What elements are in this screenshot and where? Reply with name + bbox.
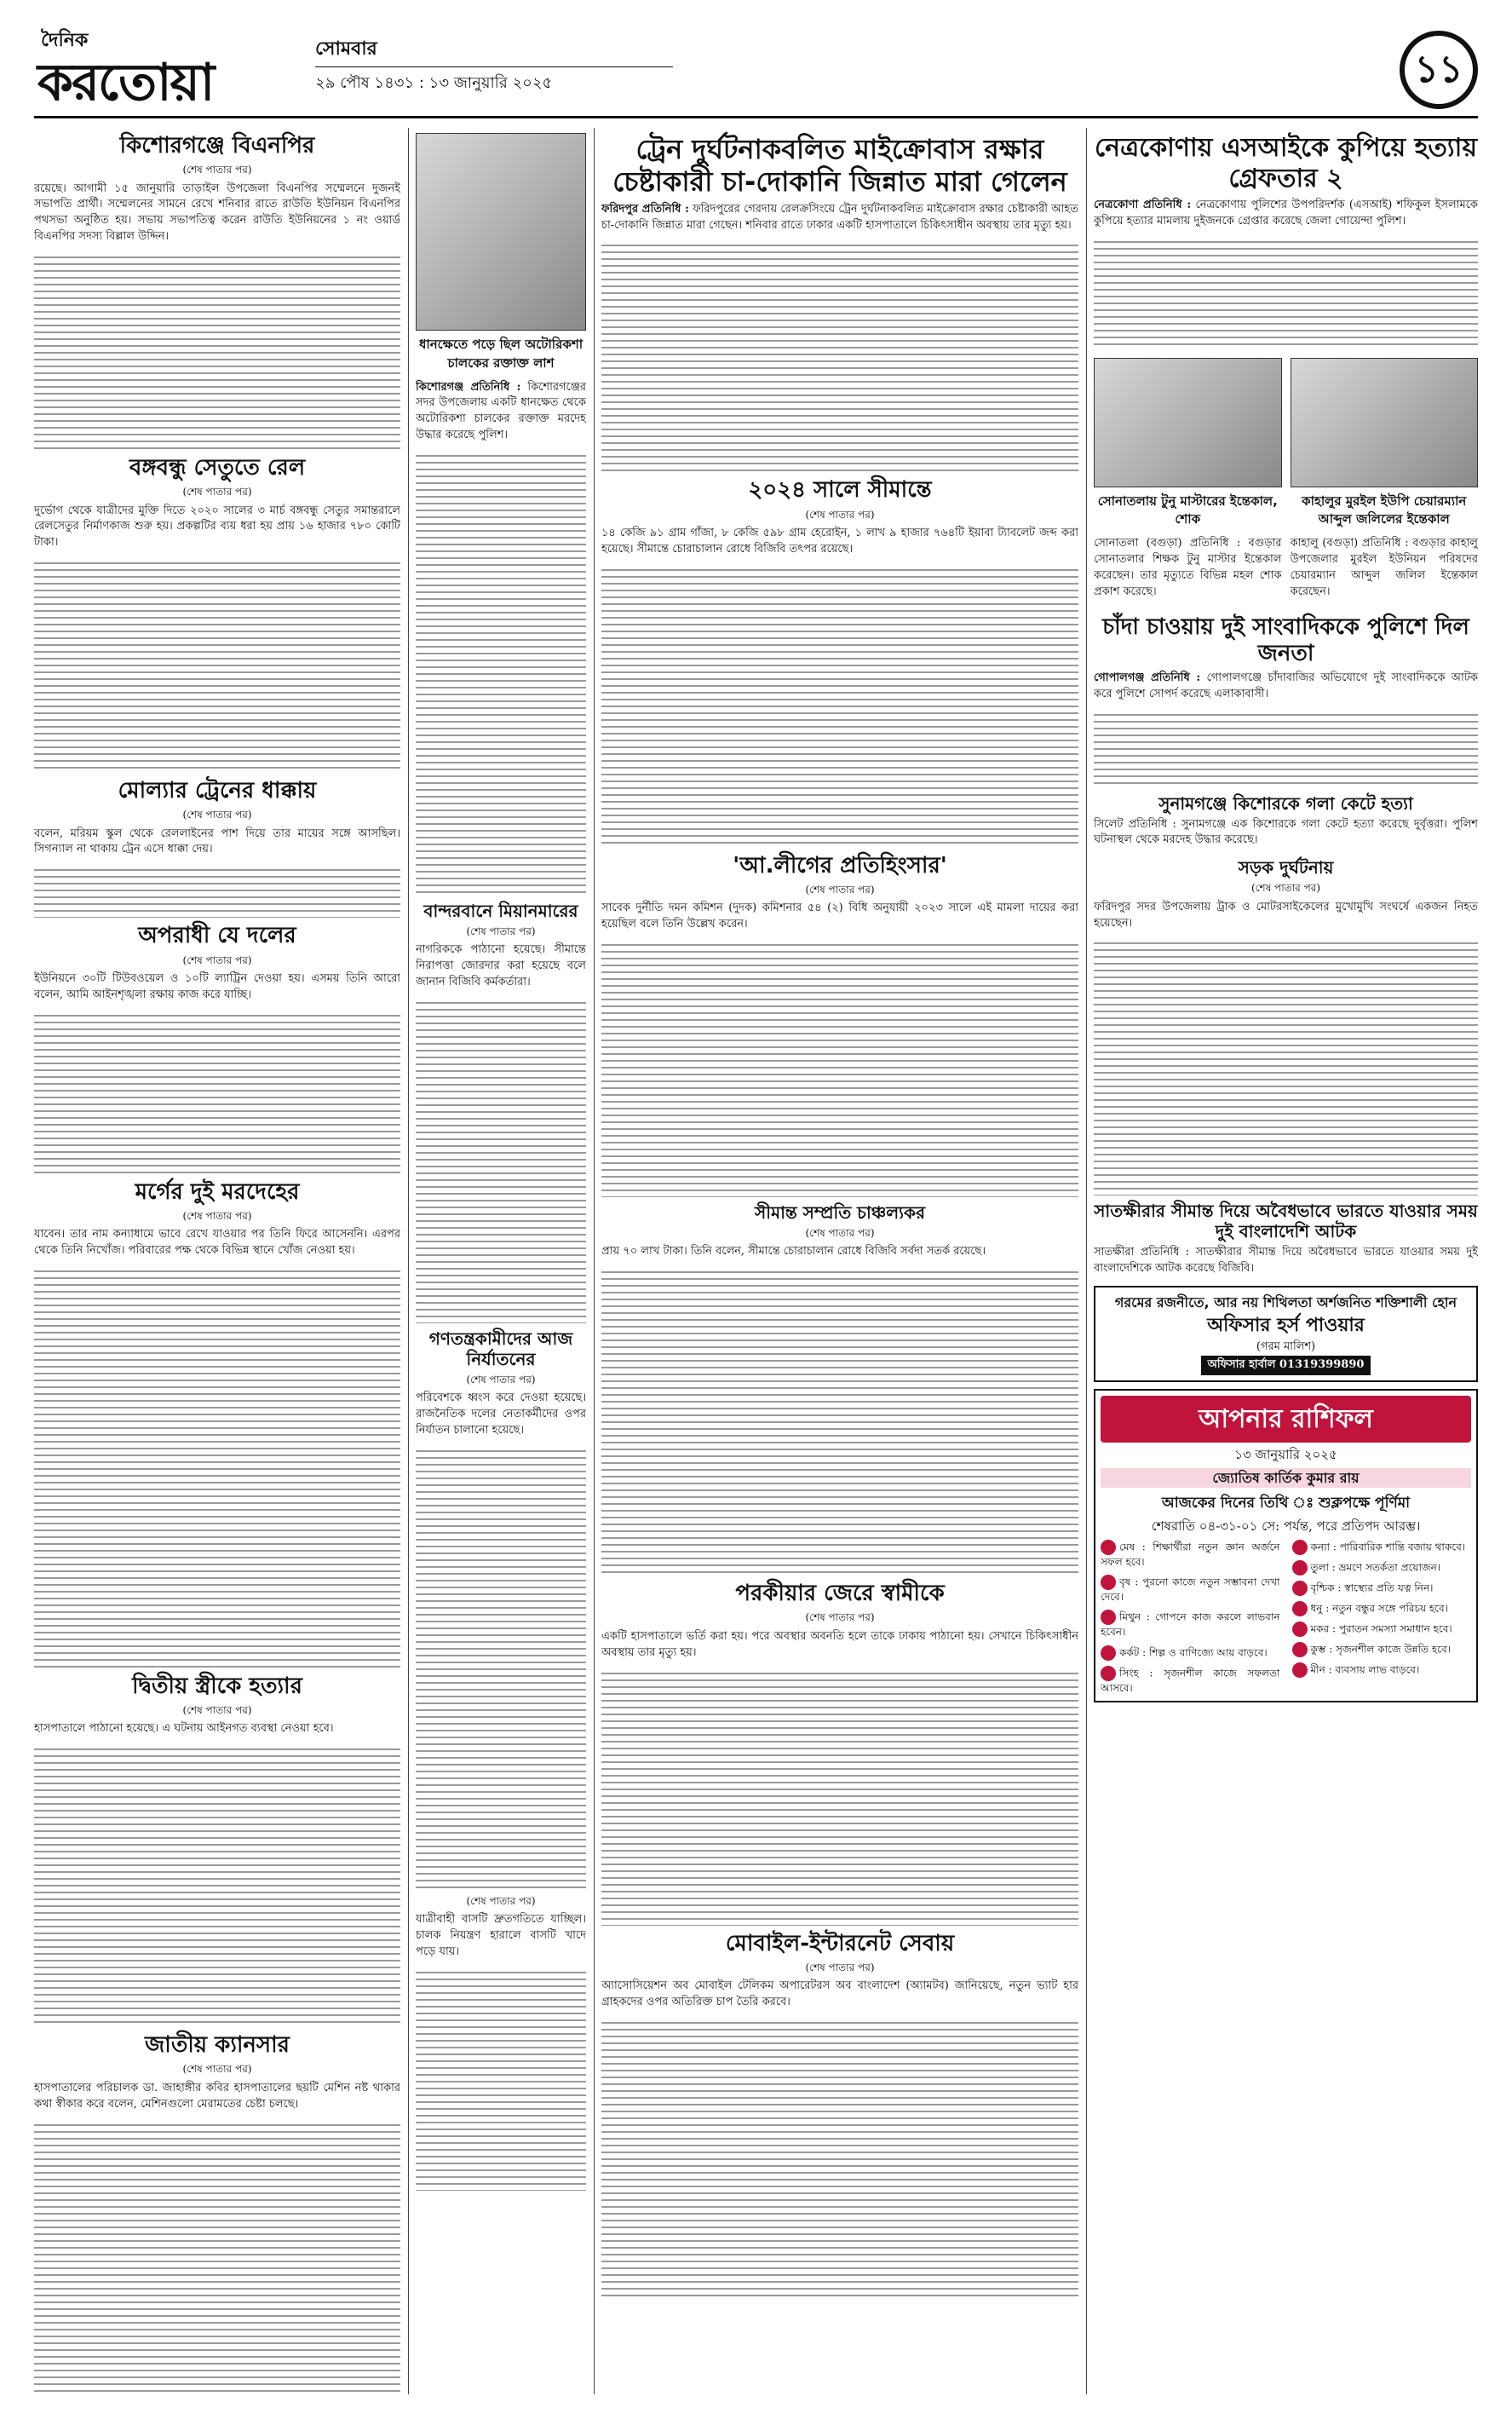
zodiac-icon — [1292, 1601, 1308, 1616]
article-body: সাবেক দুর্নীতি দমন কমিশন (দুদক) কমিশনার ৫৪ (২) বিধি অনুযায়ী ২০২৩ সালে এই মামলা দায়ের করা হয়েছিল বলে তিনি উল্লেখ করেন। — [601, 902, 1078, 931]
headline: অপরাধী যে দলের — [138, 923, 296, 949]
zodiac-entry: কর্কট : শিল্প ও বাণিজ্যে আয় বাড়বে। — [1101, 1645, 1280, 1661]
continued-note: (শেষ পাতার পর) — [805, 1611, 875, 1624]
continued-note: (শেষ পাতার পর) — [182, 164, 252, 176]
text-lines — [601, 567, 1078, 848]
lead-headline: নেত্রকোণায় এসআইকে কুপিয়ে হত্যায় গ্রেফতার ২ — [1095, 133, 1477, 193]
text-lines — [416, 999, 586, 1323]
headline: সীমান্ত সম্প্রতি চাঞ্চল্যকর — [755, 1202, 925, 1223]
ad-product-tag: (গরম মালিশ) — [1256, 1340, 1316, 1354]
text-lines — [601, 1269, 1078, 1576]
zodiac-entry: মীন : ব্যবসায় লাভ বাড়বে। — [1292, 1662, 1472, 1678]
logo-main-text: করতোয়া — [37, 53, 214, 112]
headline: বান্দরবানে মিয়ানমারের — [423, 900, 578, 921]
headline: বঙ্গবন্ধু সেতুতে রেল — [129, 454, 306, 481]
obituary-headline: কাহালুর মুরইল ইউপি চেয়ারম্যান আব্দুল জলিলের ইন্তেকাল — [1302, 493, 1467, 527]
zodiac-entry: মকর : পুরাতন সমস্যা সমাধান হবে। — [1292, 1622, 1472, 1637]
zodiac-icon — [1101, 1645, 1116, 1661]
zodiac-entry: কন্যা : পারিবারিক শান্তি বজায় থাকবে। — [1292, 1540, 1472, 1555]
headline: দ্বিতীয় স্ত্রীকে হত্যার — [132, 1673, 302, 1699]
text-lines — [1094, 711, 1478, 788]
headline: পরকীয়ার জেরে স্বামীকে — [735, 1581, 945, 1607]
portrait-photo — [1291, 358, 1479, 487]
zodiac-icon — [1101, 1610, 1116, 1625]
article-body: রয়েছে। আগামী ১৫ জানুয়ারি তাড়াইল উপজেলা বিএনপির সম্মেলনে দুজনই সভাপতি প্রার্থী। সম্মেলনের সামনে রেখে শনিবার রাতে রাউতি ইউনিয়ন বিএনপির পথসভা অনুষ্ঠিত হয়। সভায় সভাপতিত্ব করেন রাউতি ইউনিয়নের ১ নং ওয়ার্ড বিএনপির সদস্য বিল্লাল উদ্দিন। — [34, 181, 400, 244]
headline: ২০২৪ সালে সীমান্তে — [748, 477, 932, 504]
byline: ফরিদপুর প্রতিনিধি : — [601, 202, 689, 216]
headline: মোল্যার ট্রেনের ধাক্কায় — [118, 778, 317, 804]
article-body: সাতক্ষীরা প্রতিনিধি : সাতক্ষীরার সীমান্ত দিয়ে অবৈধভাবে ভারতে যাওয়ার সময় দুই বাংলাদেশিকে আটক করেছে বিজিবি। — [1094, 1246, 1478, 1276]
continued-note: (শেষ পাতার পর) — [466, 925, 536, 937]
article-body: সোনাতলা (বগুড়া) প্রতিনিধি : বগুড়ার সোনাতলার শিক্ষক টুনু মাস্টার ইন্তেকাল করেছেন। তার মৃত্যুতে বিভিন্ন মহল শোক প্রকাশ করেছে। — [1094, 537, 1282, 598]
text-lines — [601, 242, 1078, 472]
horoscope-author: জ্যোতিষ কার্তিক কুমার রায় — [1101, 1468, 1471, 1488]
photo-headline: ধানক্ষেতে পড়ে ছিল অটোরিকশা চালকের রক্তাক্ত লাশ — [418, 337, 584, 371]
continued-note: (শেষ পাতার পর) — [182, 953, 252, 966]
zodiac-entry: বৃশ্চিক : স্বাস্থ্যের প্রতি যত্ন নিন। — [1292, 1581, 1472, 1596]
headline: সাতক্ষীরার সীমান্ত দিয়ে অবৈধভাবে ভারতে যাওয়ার সময় দুই বাংলাদেশি আটক — [1094, 1201, 1478, 1242]
headline: সড়ক দুর্ঘটনায় — [1238, 857, 1334, 879]
article-body: ১৪ কেজি ৯১ গ্রাম গাঁজা, ৮ কেজি ৫৯৮ গ্রাম হেরোইন, ১ লাখ ৯ হাজার ৭৬৪টি ইয়াবা ট্যাবলেট জব্দ করা হয়েছে। সীমান্তে চোরাচালান রোধে বিজিবি তৎপর রয়েছে। — [601, 527, 1078, 556]
text-lines — [34, 2122, 400, 2394]
news-photo — [416, 133, 586, 331]
article-body: পরিবেশকে ধ্বংস করে দেওয়া হয়েছে। রাজনৈতিক দলের নেতাকর্মীদের ওপর নির্যাতন চালানো হয়েছে। — [416, 1391, 586, 1437]
headline: মোবাইল-ইন্টারনেট সেবায় — [725, 1930, 955, 1956]
zodiac-icon — [1292, 1540, 1308, 1555]
zodiac-entry: মিথুন : গোপনে কাজ করলে লাভবান হবেন। — [1101, 1610, 1280, 1639]
article-body: একটি হাসপাতালে ভর্তি করা হয়। পরে অবস্থার অবনতি হলে তাকে ঢাকায় পাঠানো হয়। সেখানে চিকিৎসাধীন অবস্থায় তার মৃত্যু হয়। — [601, 1629, 1078, 1659]
byline: নেত্রকোণা প্রতিনিধি : — [1094, 199, 1192, 211]
article-body: ইউনিয়নে ৩০টি টিউবওয়েল ও ১০টি ল্যাট্রিন দেওয়া হয়। এসময় তিনি আরো বলেন, আমি আইনশৃঙ্খলা রক্ষায় কাজ করে যাচ্ছি। — [34, 971, 400, 1001]
headline: 'আ.লীগের প্রতিহিংসার' — [733, 852, 947, 879]
text-lines — [601, 1670, 1078, 1926]
article-body: প্রায় ৭০ লাখ টাকা। তিনি বলেন, সীমান্তে চোরাচালান রোধে বিজিবি সর্বদা সতর্ক রয়েছে। — [601, 1245, 986, 1259]
continued-note: (শেষ পাতার পর) — [466, 1894, 536, 1907]
issue-day: সোমবার — [315, 36, 673, 67]
tithi-line: শেষরাতি ০৪-৩১-০১ সে: পর্যন্ত, পরে প্রতিপদ আরম্ভ। — [1151, 1518, 1421, 1534]
zodiac-entry: মেষ : শিক্ষার্থীরা নতুন জ্ঞান অর্জনে সফল হবে। — [1101, 1541, 1280, 1568]
article-body: হাসপাতালের পরিচালক ডা. জাহাঙ্গীর কবির হাসপাতালের ছয়টি মেশিন নষ্ট থাকার কথা স্বীকার করে বলেন, মেশিনগুলো মেরামতের চেষ্টা চলছে। — [34, 2081, 400, 2111]
article-body: যাত্রীবাহী বাসটি দ্রুতগতিতে যাচ্ছিল। চালক নিয়ন্ত্রণ হারালে বাসটি খাদে পড়ে যায়। — [416, 1913, 586, 1958]
newspaper-logo — [34, 24, 290, 112]
article-body: সিলেট প্রতিনিধি : সুনামগঞ্জে এক কিশোরকে গলা কেটে হত্যা করেছে দুর্বৃত্তরা। পুলিশ ঘটনাস্থল থেকে মরদেহ উদ্ধার করেছে। — [1094, 817, 1478, 847]
article-body: ফরিদপুরের গেরদায় রেলক্রসিংয়ে ট্রেন দুর্ঘটনাকবলিত মাইক্রোবাস রক্ষার চেষ্টাকারী আহত চা-দোকানি জিন্নাত মারা গেছেন। শনিবার রাতে ঢাকার একটি হাসপাতালে চিকিৎসাধীন অবস্থায় তার মৃত্যু হয়। — [601, 202, 1078, 232]
article-body: হাসপাতালে পাঠানো হয়েছে। এ ঘটনায় আইনগত ব্যবস্থা নেওয়া হবে। — [34, 1722, 334, 1736]
issue-date-block — [315, 36, 673, 95]
headline: চাঁদা চাওয়ায় দুই সাংবাদিককে পুলিশে দিল জনতা — [1102, 614, 1469, 666]
headline: সুনামগঞ্জে কিশোরকে গলা কেটে হত্যা — [1158, 792, 1413, 814]
text-lines — [34, 254, 400, 450]
text-lines — [416, 452, 586, 896]
text-lines — [34, 1268, 400, 1668]
zodiac-icon — [1101, 1666, 1116, 1681]
zodiac-icon — [1101, 1575, 1116, 1590]
article-body: যাবেন। তার নাম কন্যাধামে ভাবে রেখে যাওয়ার পর তিনি ফিরে আসেননি। এরপর থেকে তিনি নিখোঁজ। পরিবারের পক্ষ থেকে বিভিন্ন স্থানে খোঁজ নেওয়া হয়। — [34, 1228, 400, 1258]
text-lines — [34, 560, 400, 773]
zodiac-entry: বৃষ : পুরনো কাজে নতুন সম্ভাবনা দেখা দেবে। — [1101, 1576, 1280, 1604]
article-body: বলেন, মরিয়ম স্কুল থেকে রেললাইনের পাশ দিয়ে তার মায়ের সঙ্গে আসছিল। সিগন্যাল না থাকায় ট্রেন এসে ধাক্কা দেয়। — [34, 827, 400, 856]
zodiac-entry: কুম্ভ : সৃজনশীল কাজে উন্নতি হবে। — [1292, 1642, 1472, 1657]
horoscope-title: আপনার রাশিফল — [1101, 1396, 1471, 1443]
text-lines — [601, 942, 1078, 1197]
headline: জাতীয় ক্যানসার — [145, 2032, 290, 2059]
horoscope-date: ১৩ জানুয়ারি ২০২৫ — [1234, 1447, 1337, 1463]
continued-note: (শেষ পাতার পর) — [466, 1373, 536, 1385]
zodiac-icon — [1292, 1662, 1308, 1678]
zodiac-entry: ধনু : নতুন বন্ধুর সঙ্গে পরিচয় হবে। — [1292, 1601, 1472, 1616]
zodiac-icon — [1292, 1560, 1308, 1576]
zodiac-entry: সিংহ : সৃজনশীল কাজে সফলতা আসবে। — [1101, 1667, 1280, 1694]
article-body: গোপালগঞ্জে চাঁদাবাজির অভিযোগে দুই সাংবাদিককে আটক করে পুলিশে সোপর্দ করেছে এলাকাবাসী। — [1094, 671, 1478, 700]
zodiac-entry: তুলা : ভ্রমণে সতর্কতা প্রয়োজন। — [1292, 1560, 1472, 1576]
continued-note: (শেষ পাতার পর) — [805, 883, 875, 896]
ad-phone: অফিসার হার্বাল 01319399890 — [1201, 1356, 1371, 1375]
byline: গোপালগঞ্জ প্রতিনিধি : — [1094, 671, 1201, 684]
continued-note: (শেষ পাতার পর) — [805, 1227, 875, 1239]
column-1 — [34, 128, 400, 2394]
advertisement — [1094, 1286, 1478, 1382]
continued-note: (শেষ পাতার পর) — [182, 1209, 252, 1222]
article-body: কিশোরগঞ্জের সদর উপজেলায় একটি ধানক্ষেত থেকে অটোরিকশা চালকের রক্তাক্ত মরদেহ উদ্ধার করেছে পুলিশ। — [416, 380, 586, 442]
zodiac-icon — [1292, 1642, 1308, 1657]
article-body: অ্যাসোসিয়েশন অব মোবাইল টেলিকম অপারেটরস অব বাংলাদেশ (অ্যামটব) জানিয়েছে, নতুন ভ্যাট হার গ্রাহকদের ওপর অতিরিক্ত চাপ তৈরি করবে। — [601, 1979, 1078, 2008]
column-2 — [416, 128, 586, 2394]
portrait-photo — [1094, 358, 1282, 487]
obituary-headline: সোনাতলায় টুনু মাস্টারের ইন্তেকাল, শোক — [1097, 493, 1278, 527]
continued-note: (শেষ পাতার পর) — [182, 809, 252, 821]
headline: মর্গের দুই মরদেহের — [135, 1178, 300, 1205]
tithi-heading: আজকের দিনের তিথি ঃ শুক্লপক্ষে পূর্ণিমা — [1161, 1495, 1411, 1512]
headline: গণতন্ত্রকামীদের আজ নির্যাতনের — [428, 1328, 573, 1369]
zodiac-signs — [1101, 1540, 1471, 1697]
issue-date: ২৯ পৌষ ১৪৩১ : ১৩ জানুয়ারি ২০২৫ — [315, 73, 553, 92]
column-divider — [408, 128, 409, 2394]
text-lines — [34, 1746, 400, 2027]
headline: কিশোরগঞ্জে বিএনপির — [119, 133, 315, 158]
text-lines — [1094, 239, 1478, 349]
column-divider — [1086, 128, 1087, 2394]
ad-product-name: অফিসার হর্স পাওয়ার — [1207, 1315, 1365, 1337]
article-body: নাগরিককে পাঠানো হয়েছে। সীমান্তে নিরাপত্তা জোরদার করা হয়েছে বলে জানান বিজিবি কর্মকর্তারা। — [416, 943, 586, 988]
article-body: কাহালু (বগুড়া) প্রতিনিধি : বগুড়ার কাহালু উপজেলার মুরইল ইউনিয়ন পরিষদের চেয়ারম্যান আব্দুল জলিল ইন্তেকাল করেছেন। — [1290, 537, 1478, 598]
byline: কিশোরগঞ্জ প্রতিনিধি : — [416, 380, 521, 394]
text-lines — [34, 867, 400, 918]
horoscope-box — [1094, 1389, 1478, 1702]
continued-note: (শেষ পাতার পর) — [805, 1961, 875, 1973]
continued-note: (শেষ পাতার পর) — [805, 508, 875, 521]
ad-slogan: গরমের রজনীতে, আর নয় শিথিলতা অর্শজনিত শক্তিশালী হোন — [1114, 1294, 1457, 1311]
zodiac-icon — [1292, 1581, 1308, 1596]
lead-headline: ট্রেন দুর্ঘটনাকবলিত মাইক্রোবাস রক্ষার চেষ্টাকারী চা-দোকানি জিন্নাত মারা গেলেন — [612, 133, 1067, 199]
page-number: ১১ — [1400, 31, 1478, 109]
column-divider — [594, 128, 595, 2394]
masthead — [34, 24, 1478, 118]
text-lines — [1094, 940, 1478, 1195]
column-3 — [601, 128, 1078, 2394]
article-body: ফরিদপুর সদর উপজেলায় ট্রাক ও মোটরসাইকেলের মুখোমুখি সংঘর্ষে একজন নিহত হয়েছেন। — [1094, 900, 1478, 930]
zodiac-icon — [1292, 1622, 1308, 1637]
text-lines — [416, 1969, 586, 2191]
continued-note: (শেষ পাতার পর) — [182, 486, 252, 498]
continued-note: (শেষ পাতার পর) — [1250, 882, 1321, 895]
continued-note: (শেষ পাতার পর) — [182, 2063, 252, 2076]
article-body: দুর্ভোগ থেকে যাত্রীদের মুক্তি দিতে ২০২০ সালের ৩ মার্চ বঙ্গবন্ধু সেতুর সমান্তরালে রেলসেতুর নির্মাণকাজ শুরু হয়। প্রকল্পটির ব্যয় ধরা হয় প্রায় ১৬ হাজার ৭৮০ কোটি টাকা। — [34, 504, 400, 550]
continued-note: (শেষ পাতার পর) — [182, 1704, 252, 1717]
text-lines — [416, 1448, 586, 1891]
article-body: নেত্রকোণায় পুলিশের উপপরিদর্শক (এসআই) শফিকুল ইসলামকে কুপিয়ে হত্যার মামলায় দুইজনকে গ্রেপ্তার করেছে জেলা গোয়েন্দা পুলিশ। — [1094, 199, 1478, 228]
obituary-row — [1094, 353, 1478, 609]
logo-small-text: দৈনিক — [41, 30, 89, 51]
zodiac-icon — [1101, 1540, 1116, 1555]
text-lines — [601, 2019, 1078, 2301]
text-lines — [34, 1012, 400, 1174]
column-4 — [1094, 128, 1478, 2394]
